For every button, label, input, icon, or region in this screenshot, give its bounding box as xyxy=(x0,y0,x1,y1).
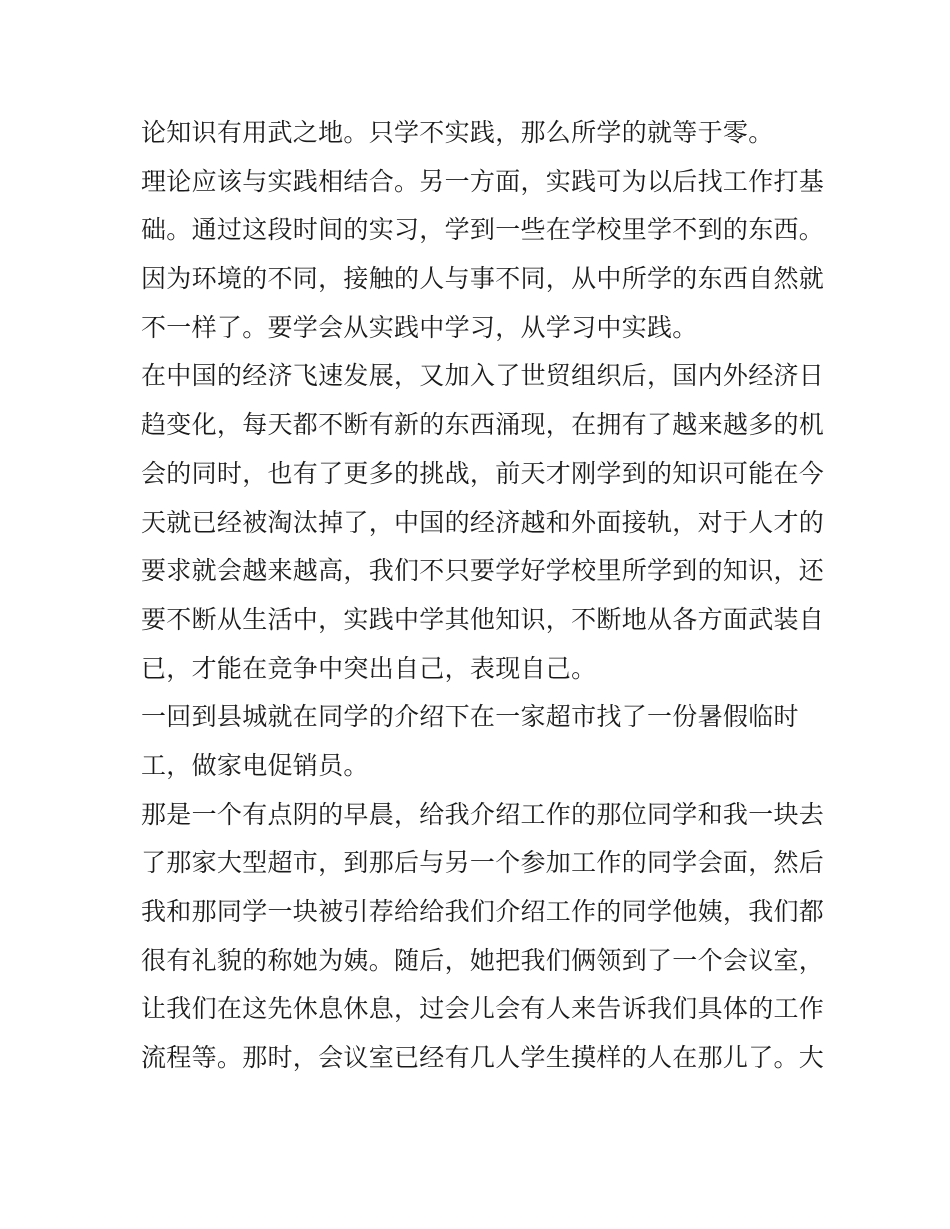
text-line: 我和那同学一块被引荐给给我们介绍工作的同学他姨，我们都 xyxy=(141,897,825,926)
text-line: 论知识有用武之地。只学不实践，那么所学的就等于零。 xyxy=(141,118,774,147)
text-line: 在中国的经济飞速发展，又加入了世贸组织后，国内外经济日 xyxy=(141,361,825,391)
text-line: 理论应该与实践相结合。另一方面，实践可为以后找工作打基 xyxy=(141,166,825,196)
text-line: 天就已经被淘汰掉了，中国的经济越和外面接轨，对于人才的 xyxy=(141,507,825,537)
text-line: 那是一个有点阴的早晨，给我介绍工作的那位同学和我一块去 xyxy=(141,799,825,829)
text-line: 会的同时，也有了更多的挑战，前天才刚学到的知识可能在今 xyxy=(141,458,825,488)
text-line: 不一样了。要学会从实践中学习，从学习中实践。 xyxy=(141,312,698,342)
body-text xyxy=(141,109,825,1083)
text-line: 很有礼貌的称她为姨。随后，她把我们俩领到了一个会议室， xyxy=(141,945,825,975)
text-line: 让我们在这先休息休息，过会儿会有人来告诉我们具体的工作 xyxy=(141,994,825,1024)
text-line: 了那家大型超市，到那后与另一个参加工作的同学会面，然后 xyxy=(141,848,825,878)
text-line: 流程等。那时，会议室已经有几人学生摸样的人在那儿了。大 xyxy=(141,1043,825,1073)
text-line: 因为环境的不同，接触的人与事不同，从中所学的东西自然就 xyxy=(141,264,825,294)
text-line: 要求就会越来越高，我们不只要学好学校里所学到的知识，还 xyxy=(141,556,825,586)
text-line: 一回到县城就在同学的介绍下在一家超市找了一份暑假临时 xyxy=(141,702,799,732)
text-line: 础。通过这段时间的实习，学到一些在学校里学不到的东西。 xyxy=(141,215,825,245)
text-line: 已，才能在竞争中突出自己，表现自己。 xyxy=(141,653,597,683)
text-line: 趋变化，每天都不断有新的东西涌现，在拥有了越来越多的机 xyxy=(141,410,825,440)
text-line: 要不断从生活中，实践中学其他知识，不断地从各方面武装自 xyxy=(141,604,825,634)
text-line: 工，做家电促销员。 xyxy=(141,750,369,780)
